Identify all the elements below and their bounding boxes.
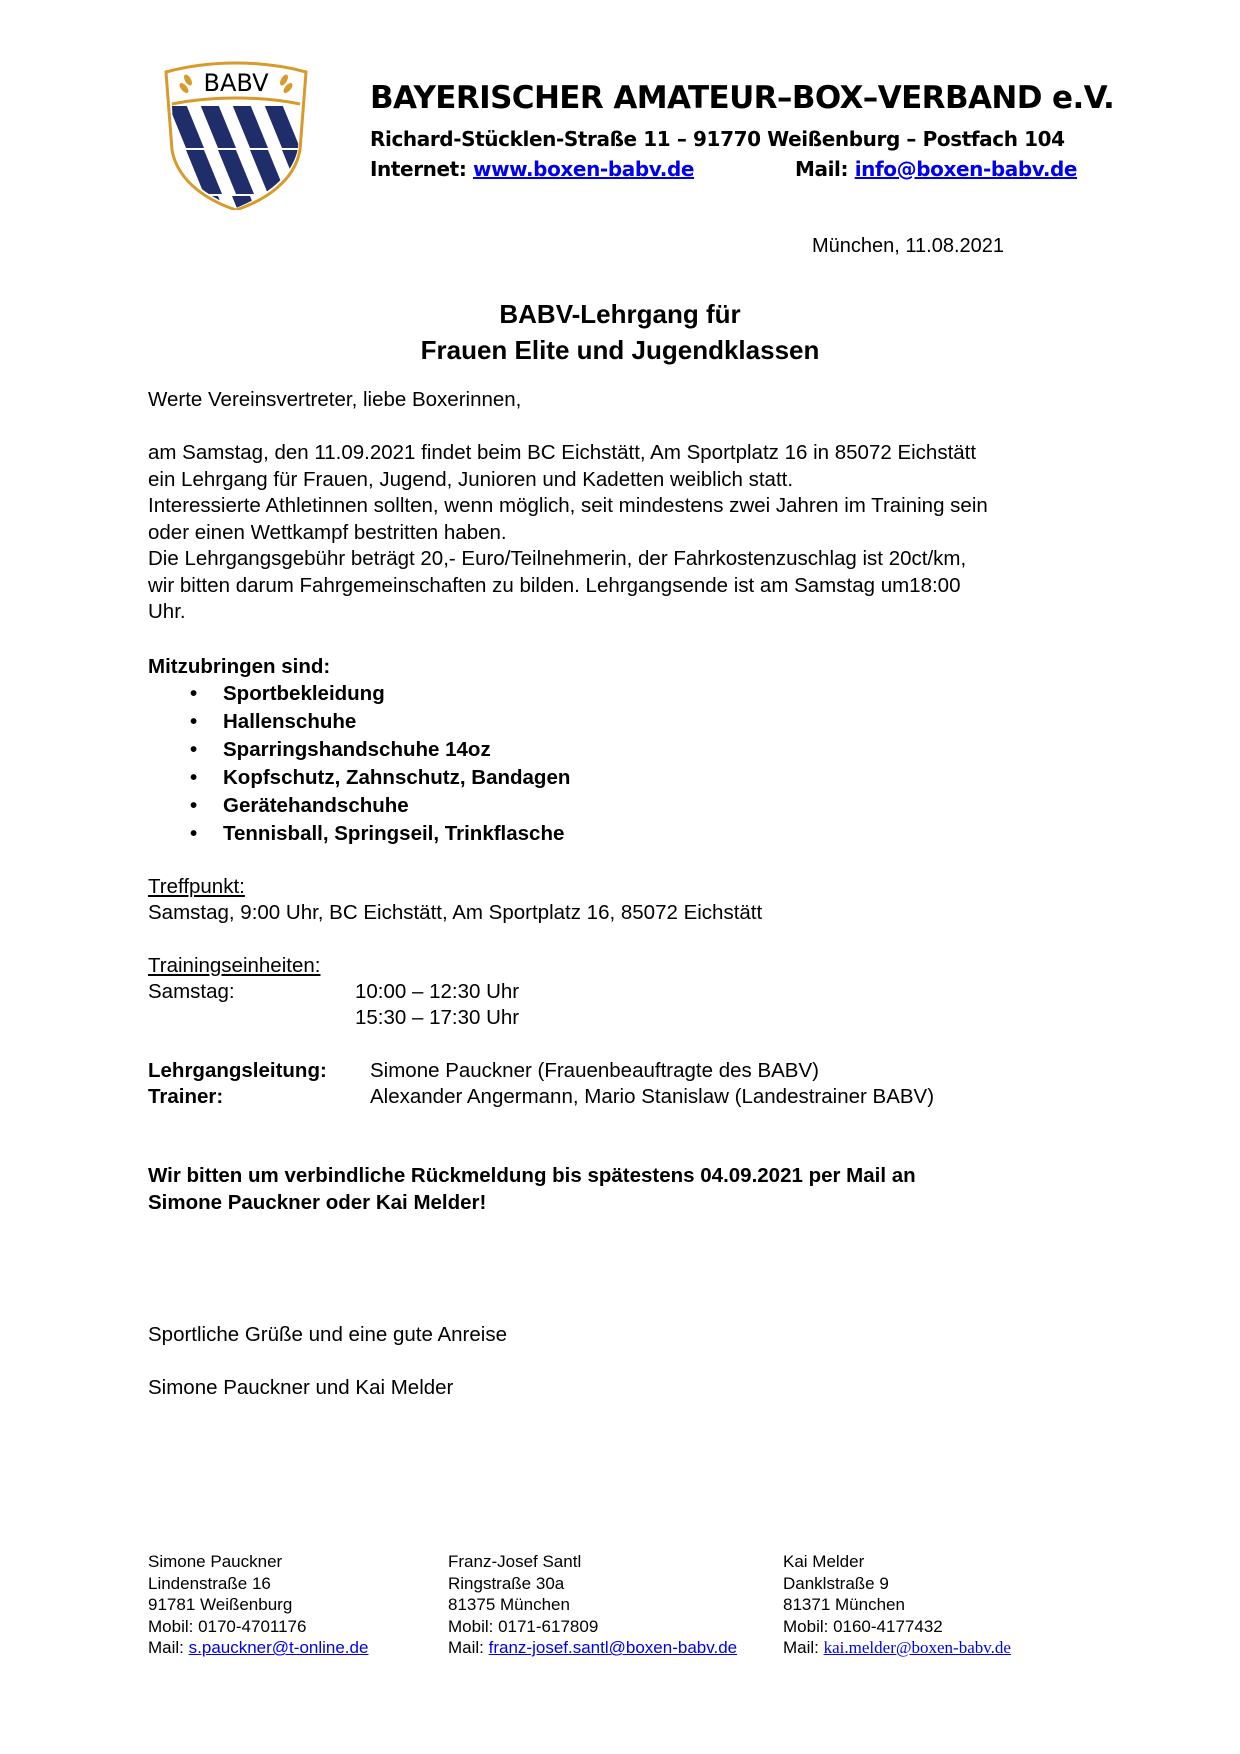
meeting-text: Samstag, 9:00 Uhr, BC Eichstätt, Am Sportplatz 16, 85072 Eichstätt — [148, 901, 763, 924]
organization-name: BAYERISCHER AMATEUR–BOX–VERBAND e.V. — [370, 80, 1115, 116]
website-link[interactable]: www.boxen-babv.de — [473, 157, 695, 181]
staff-value-lead: Simone Pauckner (Frauenbeauftragte des BABV) — [370, 1059, 819, 1082]
contact-name: Franz-Josef Santl — [448, 1552, 582, 1571]
footer-contact-melder — [783, 1551, 1011, 1659]
staff-label-trainer: Trainer: — [148, 1085, 224, 1108]
closing: Sportliche Grüße und eine gute Anreise — [148, 1323, 507, 1346]
training-slot: 10:00 – 12:30 Uhr — [355, 980, 520, 1003]
contact-name: Kai Melder — [783, 1552, 865, 1571]
bring-heading: Mitzubringen sind: — [148, 655, 331, 678]
bring-list — [148, 680, 570, 848]
training-slot: 15:30 – 17:30 Uhr — [355, 1006, 520, 1029]
contact-mail-row — [448, 1637, 737, 1659]
email-link[interactable]: info@boxen-babv.de — [854, 157, 1078, 181]
training-heading: Trainingseinheiten: — [148, 954, 321, 977]
mail-label: Mail: — [795, 157, 849, 181]
footer-contact-pauckner — [148, 1551, 368, 1659]
intro-paragraph — [148, 440, 988, 626]
contact-mobile: Mobil: 0160-4177432 — [783, 1616, 943, 1636]
letter-date: München, 11.08.2021 — [812, 235, 1005, 257]
shield-logo-icon — [160, 58, 312, 210]
intro-line: Die Lehrgangsgebühr beträgt 20,- Euro/Teilnehmerin, der Fahrkostenzuschlag ist 20ct/km, — [148, 547, 967, 570]
intro-line: Uhr. — [148, 600, 186, 623]
contact-mobile: Mobil: 0170-4701176 — [148, 1616, 307, 1636]
meeting-heading: Treffpunkt: — [148, 875, 245, 898]
training-day: Samstag: — [148, 980, 235, 1003]
title-line-2: Frauen Elite und Jugendklassen — [420, 335, 820, 365]
list-item: • Hallenschuhe — [148, 708, 570, 736]
contact-city: 81371 München — [783, 1595, 905, 1614]
contact-email-link[interactable]: kai.melder@boxen-babv.de — [823, 1638, 1011, 1657]
notice-line: Simone Pauckner oder Kai Melder! — [148, 1190, 487, 1214]
svg-text:BABV: BABV — [203, 69, 269, 97]
intro-line: ein Lehrgang für Frauen, Jugend, Junioren und Kadetten weiblich statt. — [148, 467, 794, 491]
footer-contact-santl — [448, 1551, 737, 1659]
contact-city: 91781 Weißenburg — [148, 1595, 293, 1614]
notice-line: Wir bitten um verbindliche Rückmeldung bis spätestens 04.09.2021 per Mail an — [148, 1164, 916, 1187]
list-item: • Tennisball, Springseil, Trinkflasche — [148, 820, 570, 848]
intro-line: wir bitten darum Fahrgemeinschaften zu bilden. Lehrgangsende ist am Samstag um18:00 — [148, 573, 961, 597]
organization-website — [370, 157, 694, 181]
organization-mail — [795, 157, 1077, 181]
intro-line: Interessierte Athletinnen sollten, wenn möglich, seit mindestens zwei Jahren im Training sein — [148, 494, 988, 517]
contact-mail-row — [783, 1637, 1011, 1659]
contact-email-link[interactable]: franz-josef.santl@boxen-babv.de — [488, 1638, 738, 1657]
staff-label-lead: Lehrgangsleitung: — [148, 1059, 327, 1082]
list-item: • Sportbekleidung — [148, 680, 570, 708]
contact-name: Simone Pauckner — [148, 1552, 283, 1571]
intro-line: oder einen Wettkampf bestritten haben. — [148, 520, 507, 544]
contact-mobile: Mobil: 0171-617809 — [448, 1616, 599, 1636]
contact-city: 81375 München — [448, 1595, 570, 1614]
contact-email-link[interactable]: s.pauckner@t-online.de — [188, 1638, 369, 1657]
list-item: • Sparringshandschuhe 14oz — [148, 736, 570, 764]
registration-notice — [148, 1163, 916, 1216]
mail-label: Mail: — [448, 1638, 484, 1657]
intro-line: am Samstag, den 11.09.2021 findet beim BC Eichstätt, Am Sportplatz 16 in 85072 Eichstätt — [148, 441, 977, 464]
babv-logo — [160, 58, 312, 210]
list-item: • Kopfschutz, Zahnschutz, Bandagen — [148, 764, 570, 792]
contact-street: Ringstraße 30a — [448, 1573, 565, 1593]
title-line-1: BABV-Lehrgang für — [499, 299, 741, 329]
contact-street: Danklstraße 9 — [783, 1573, 889, 1593]
internet-label: Internet: — [370, 157, 467, 181]
staff-value-trainer: Alexander Angermann, Mario Stanislaw (Landestrainer BABV) — [370, 1085, 935, 1108]
list-item: • Gerätehandschuhe — [148, 792, 570, 820]
mail-label: Mail: — [783, 1638, 819, 1657]
organization-address: Richard-Stücklen-Straße 11 – 91770 Weißenburg – Postfach 104 — [370, 127, 1065, 151]
contact-mail-row — [148, 1637, 368, 1659]
contact-street: Lindenstraße 16 — [148, 1573, 271, 1593]
greeting: Werte Vereinsvertreter, liebe Boxerinnen, — [148, 388, 522, 411]
mail-label: Mail: — [148, 1638, 184, 1657]
document-title — [0, 296, 1240, 368]
signature: Simone Pauckner und Kai Melder — [148, 1376, 454, 1399]
